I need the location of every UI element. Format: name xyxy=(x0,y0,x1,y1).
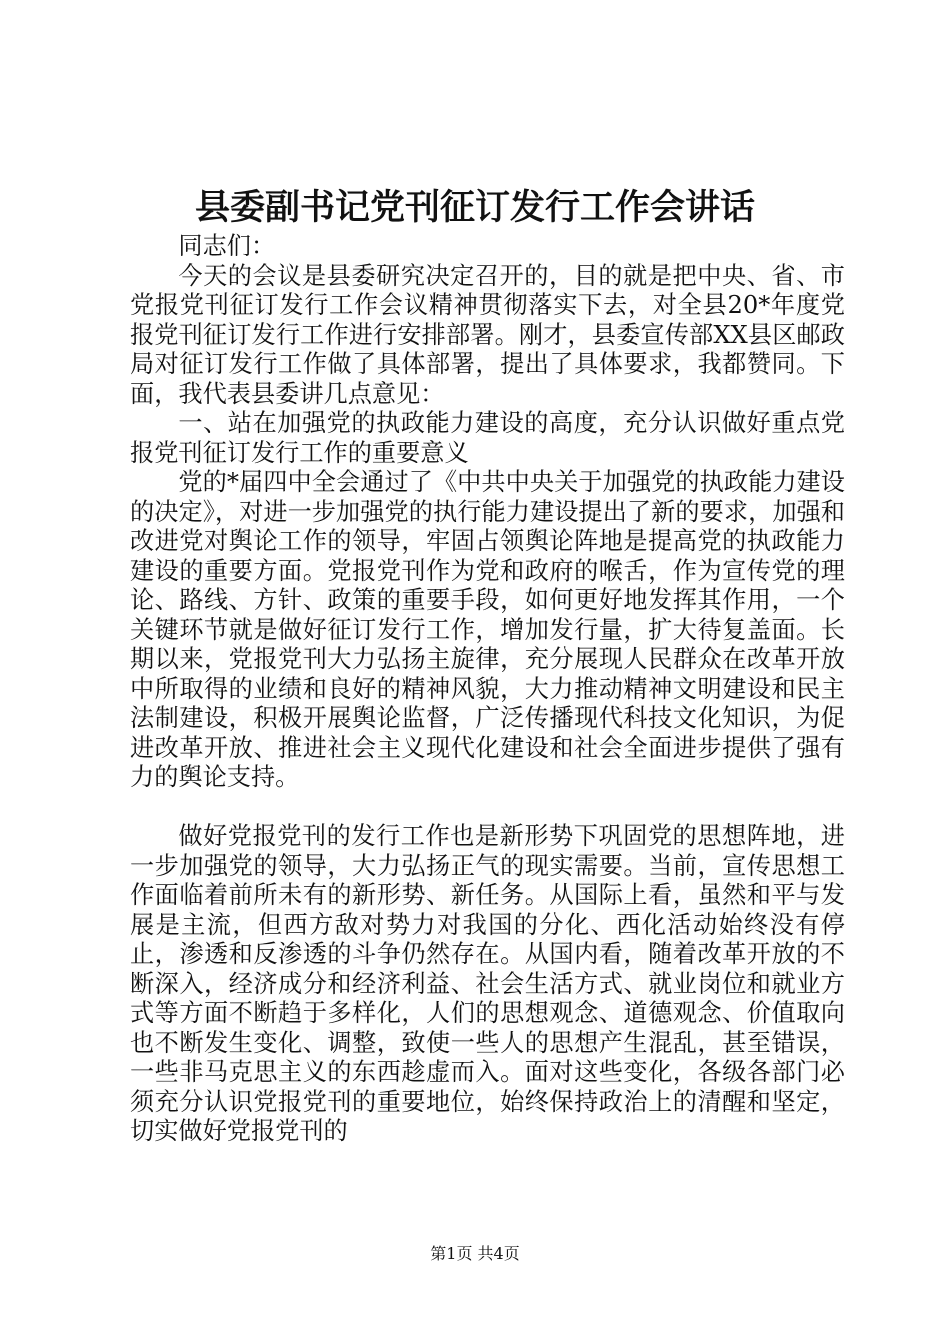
section-heading-paragraph: 一、站在加强党的执政能力建设的高度，充分认识做好重点党报党刊征订发行工作的重要意义 xyxy=(130,409,845,467)
document-title: 县委副书记党刊征订发行工作会讲话 xyxy=(194,187,755,228)
salutation-paragraph: 同志们： xyxy=(178,232,276,260)
body-paragraph: 党的*届四中全会通过了《中共中央关于加强党的执政能力建设的决定》，对进一步加强党的执行能力建设提出了新的要求，加强和改进党对舆论工作的领导，牢固占领舆论阵地是提高党的执政能力建设的重要方面。党报党刊作为党和政府的喉舌，作为宣传党的理论、路线、方针、政策的重要手段，如何更好地发挥其作用，一个关键环节就是做好征订发行工作，增加发行量，扩大待复盖面。长期以来，党报党刊大力弘扬主旋律，充分展现人民群众在改革开放中所取得的业绩和良好的精神风貌，大力推动精神文明建设和民主法制建设，积极开展舆论监督，广泛传播现代科技文化知识，为促进改革开放、推进社会主义现代化建设和社会全面进步提供了强有力的舆论支持。 xyxy=(130,468,845,791)
page-number-footer: 第1页 共4页 xyxy=(430,1244,520,1263)
intro-paragraph: 今天的会议是县委研究决定召开的，目的就是把中央、省、市党报党刊征订发行工作会议精神贯彻落实下去，对全县20*年度党报党刊征订发行工作进行安排部署。刚才，县委宣传部XX县区邮政局对征订发行工作做了具体部署，提出了具体要求，我都赞同。下面，我代表县委讲几点意见： xyxy=(130,261,845,408)
body-paragraph: 做好党报党刊的发行工作也是新形势下巩固党的思想阵地，进一步加强党的领导，大力弘扬正气的现实需要。当前，宣传思想工作面临着前所未有的新形势、新任务。从国际上看，虽然和平与发展是主流，但西方敌对势力对我国的分化、西化活动始终没有停止，渗透和反渗透的斗争仍然存在。从国内看，随着改革开放的不断深入，经济成分和经济利益、社会生活方式、就业岗位和就业方式等方面不断趋于多样化，人们的思想观念、道德观念、价值取向也不断发生变化、调整，致使一些人的思想产生混乱，甚至错误，一些非马克思主义的东西趁虚而入。面对这些变化，各级各部门必须充分认识党报党刊的重要地位，始终保持政治上的清醒和坚定，切实做好党报党刊的 xyxy=(130,822,845,1145)
document-body xyxy=(130,232,845,1147)
